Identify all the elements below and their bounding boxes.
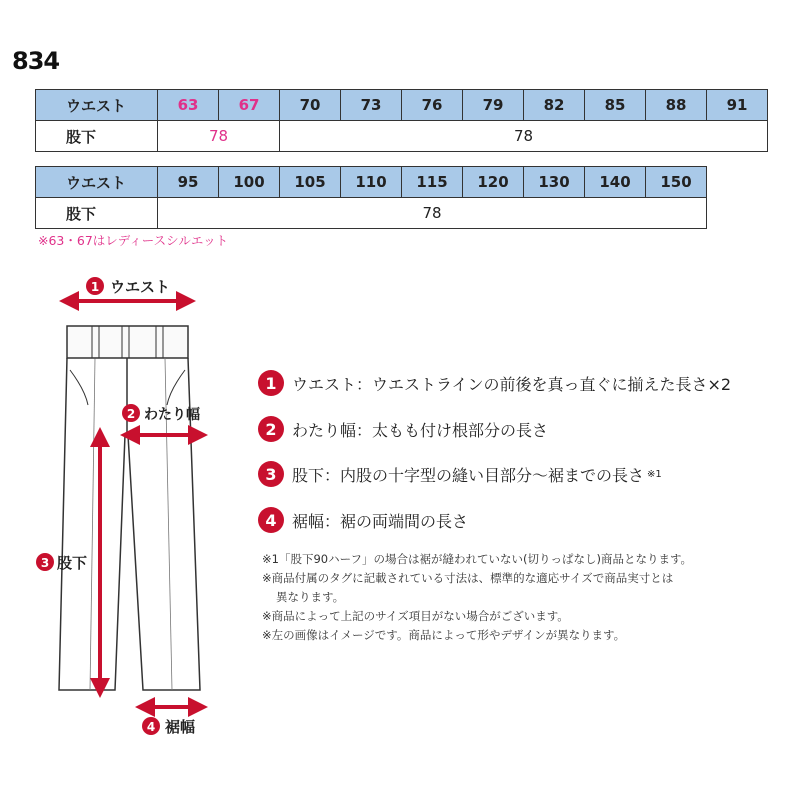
legend-footnote-ref: ※1: [647, 468, 662, 480]
inseam-header: 股下: [36, 198, 158, 229]
waist-cell: 110: [341, 167, 402, 198]
waist-row: [36, 90, 768, 121]
inseam-header: 股下: [36, 121, 158, 152]
waist-cell: 85: [585, 90, 646, 121]
size-table-2: [35, 166, 707, 229]
ladies-silhouette-note: ※63・67はレディースシルエット: [38, 233, 229, 248]
legend-number: 4: [258, 507, 284, 533]
footnote-2-cont: 異なります。: [276, 590, 345, 604]
waist-header: ウエスト: [36, 90, 158, 121]
waist-cell: 79: [463, 90, 524, 121]
waist-cell: 105: [280, 167, 341, 198]
legend-text: わたり幅：太もも付け根部分の長さ: [292, 420, 549, 440]
inseam-marker: [36, 553, 87, 572]
waist-cell: 140: [585, 167, 646, 198]
inseam-row: [36, 198, 707, 229]
inseam-cell: 78: [280, 121, 768, 152]
legend-item-thigh: [258, 416, 548, 442]
inseam-cell: 78: [158, 198, 707, 229]
thigh-label: わたり幅: [144, 407, 200, 423]
legend-text: ウエスト：ウエストラインの前後を真っ直ぐに揃えた長さ×2: [292, 374, 732, 394]
pants-diagram: [30, 270, 240, 750]
thigh-marker: [122, 404, 200, 423]
waist-cell: 63: [158, 90, 219, 121]
footnote-4: ※左の画像はイメージです。商品によって形やデザインが異なります。: [262, 628, 626, 642]
hem-number: 4: [146, 720, 156, 734]
waist-cell: 70: [280, 90, 341, 121]
waist-cell: 95: [158, 167, 219, 198]
waist-marker: [86, 277, 170, 296]
waist-cell: 150: [646, 167, 707, 198]
legend-number: 3: [258, 461, 284, 487]
waist-cell: 82: [524, 90, 585, 121]
waist-cell: 73: [341, 90, 402, 121]
thigh-number: 2: [126, 407, 136, 421]
pants-outline: [59, 326, 200, 690]
waist-cell: 130: [524, 167, 585, 198]
model-number: 834: [12, 47, 60, 75]
legend-item-inseam: [258, 461, 662, 487]
legend-number: 1: [258, 370, 284, 396]
waist-row: [36, 167, 707, 198]
waist-header: ウエスト: [36, 167, 158, 198]
waist-cell: 115: [402, 167, 463, 198]
footnote-3: ※商品によって上記のサイズ項目がない場合がございます。: [262, 609, 569, 623]
waist-label: ウエスト: [110, 278, 171, 296]
hem-marker: [142, 717, 195, 736]
inseam-cell-ladies: 78: [158, 121, 280, 152]
waist-cell: 100: [219, 167, 280, 198]
waist-cell: 120: [463, 167, 524, 198]
footnote-1: ※1「股下90ハーフ」の場合は裾が縫われていない(切りっぱなし)商品となります。: [262, 552, 693, 566]
legend-text: 股下：内股の十字型の縫い目部分～裾までの長さ: [292, 465, 645, 485]
footnote-2: ※商品付属のタグに記載されている寸法は、標準的な適応サイズで商品実寸とは: [262, 571, 674, 585]
size-table-1: [35, 89, 768, 152]
inseam-row: [36, 121, 768, 152]
inseam-label: 股下: [57, 554, 88, 572]
waist-number: 1: [90, 280, 100, 294]
legend-item-hem: [258, 507, 468, 533]
legend-item-waist: [258, 370, 731, 396]
footnotes-list: [262, 550, 782, 645]
waist-cell: 91: [707, 90, 768, 121]
waist-cell: 88: [646, 90, 707, 121]
waist-cell: 67: [219, 90, 280, 121]
waist-cell: 76: [402, 90, 463, 121]
inseam-number: 3: [40, 556, 50, 570]
legend-text: 裾幅：裾の両端間の長さ: [292, 511, 469, 531]
hem-label: 裾幅: [165, 718, 196, 736]
legend-number: 2: [258, 416, 284, 442]
